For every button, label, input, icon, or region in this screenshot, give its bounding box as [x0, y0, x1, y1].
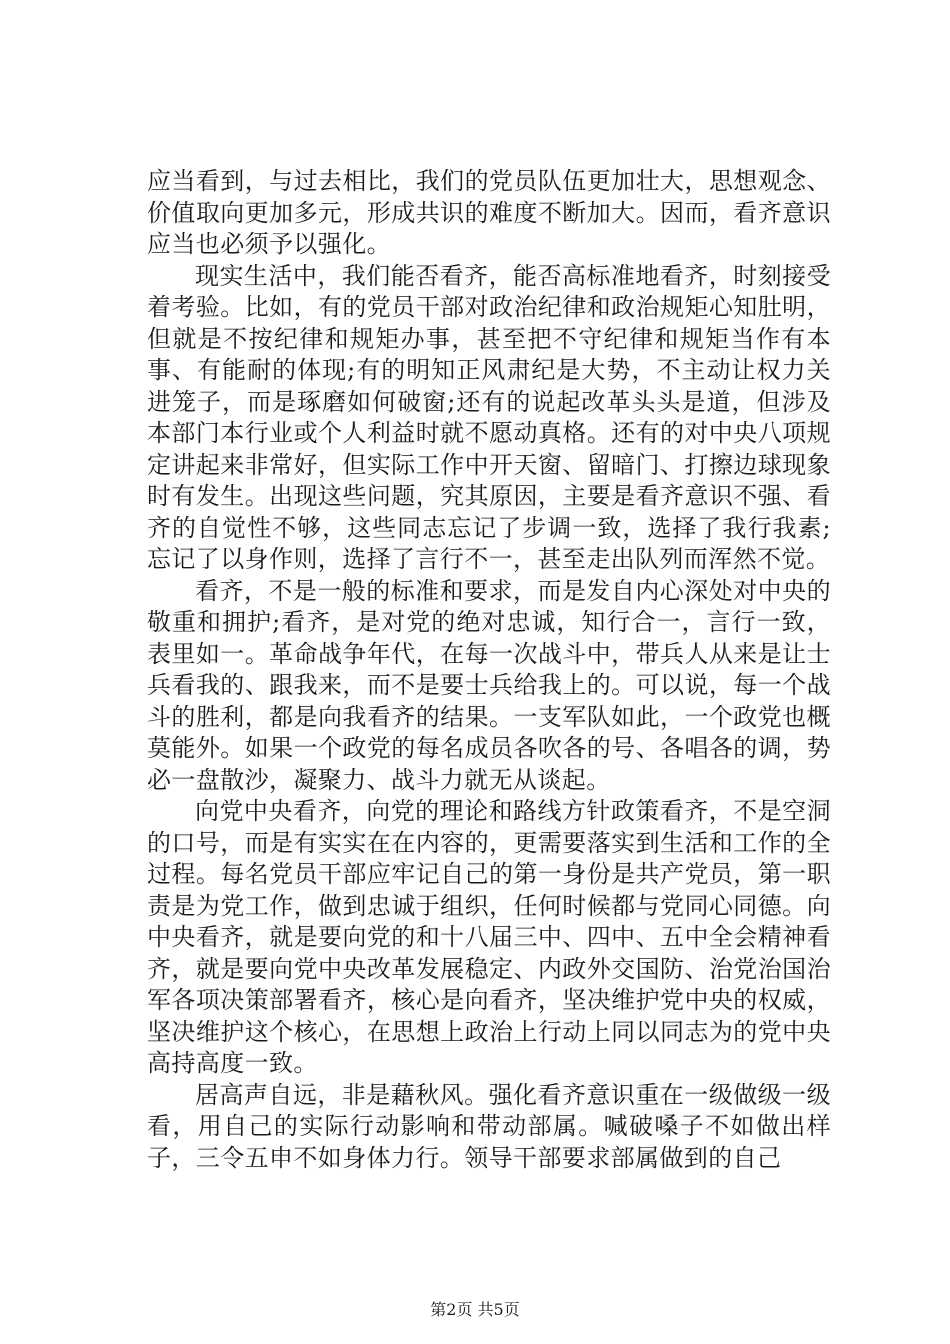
paragraph-3: 看齐，不是一般的标准和要求，而是发自内心深处对中央的敬重和拥护;看齐，是对党的绝对忠诚，知行合一，言行一致，表里如一。革命战争年代，在每一次战斗中，带兵人从来是让士兵看我的、跟我来，而不是要士兵给我上的。可以说，每一个战斗的胜利，都是向我看齐的结果。一支军队如此，一个政党也概莫能外。如果一个政党的每名成员各吹各的号、各唱各的调，势必一盘散沙，凝聚力、战斗力就无从谈起。 — [147, 576, 831, 794]
paragraph-2: 现实生活中，我们能否看齐，能否高标准地看齐，时刻接受着考验。比如，有的党员干部对政治纪律和政治规矩心知肚明，但就是不按纪律和规矩办事，甚至把不守纪律和规矩当作有本事、有能耐的体现;有的明知正风肃纪是大势，不主动让权力关进笼子，而是琢磨如何破窗;还有的说起改革头头是道，但涉及本部门本行业或个人利益时就不愿动真格。还有的对中央八项规定讲起来非常好，但实际工作中开天窗、留暗门、打擦边球现象时有发生。出现这些问题，究其原因，主要是看齐意识不强、看齐的自觉性不够，这些同志忘记了步调一致，选择了我行我素;忘记了以身作则，选择了言行不一，甚至走出队列而浑然不觉。 — [147, 261, 831, 573]
document-body — [147, 166, 831, 1174]
paragraph-1: 应当看到，与过去相比，我们的党员队伍更加壮大，思想观念、价值取向更加多元，形成共识的难度不断加大。因而，看齐意识应当也必须予以强化。 — [147, 167, 831, 258]
page-number-footer: 第2页 共5页 — [430, 1300, 520, 1319]
paragraph-4: 向党中央看齐，向党的理论和路线方针政策看齐，不是空洞的口号，而是有实实在在内容的，更需要落实到生活和工作的全过程。每名党员干部应牢记自己的第一身份是共产党员，第一职责是为党工作，做到忠诚于组织，任何时候都与党同心同德。向中央看齐，就是要向党的和十八届三中、四中、五中全会精神看齐，就是要向党中央改革发展稳定、内政外交国防、治党治国治军各项决策部署看齐，核心是向看齐，坚决维护党中央的权威，坚决维护这个核心，在思想上政治上行动上同以同志为的党中央高持高度一致。 — [147, 797, 831, 1077]
paragraph-5: 居高声自远，非是藉秋风。强化看齐意识重在一级做级一级看，用自己的实际行动影响和带动部属。喊破嗓子不如做出样子，三令五申不如身体力行。领导干部要求部属做到的自己 — [147, 1080, 831, 1172]
